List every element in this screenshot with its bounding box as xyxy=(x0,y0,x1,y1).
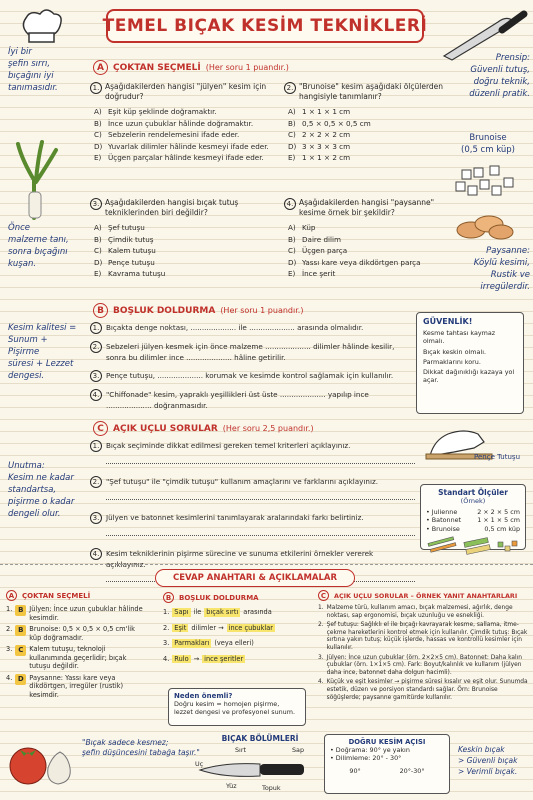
safety-item: Bıçak keskin olmalı. xyxy=(423,347,487,356)
section-a-header xyxy=(93,60,289,75)
quote-line: şefin düşüncesini tabağa taşır." xyxy=(82,748,200,757)
note-sharp-knife xyxy=(458,744,530,777)
note-line: Köylü kesimi, xyxy=(473,258,530,268)
knife-parts-title: BIÇAK BÖLÜMLERİ xyxy=(221,734,299,743)
option[interactable]: C) 2 × 2 × 2 cm xyxy=(288,130,351,139)
standards-row: • Brunoise 0,5 cm küp xyxy=(426,524,520,533)
section-a-subtitle: (Her soru 1 puandır.) xyxy=(205,63,289,72)
standards-row: • Julienne 2 × 2 × 5 cm xyxy=(426,508,520,516)
section-c-letter: C xyxy=(93,421,108,436)
option[interactable]: C) Kalem tutuşu xyxy=(94,246,156,255)
standards-row: • Batonnet 1 × 1 × 5 cm xyxy=(426,516,520,525)
note-brunoise xyxy=(448,132,528,156)
note-line: doğru teknik, xyxy=(473,77,530,87)
answer-item: 2. Eşit dilimler → ince çubuklar xyxy=(163,623,274,632)
answer-item: 2. B Brunoise: 0,5 × 0,5 × 0,5 cm'lik küp doğramadır. xyxy=(6,625,135,642)
section-b-letter: B xyxy=(93,303,108,318)
answer-item: 4. D Paysanne: Yassı kare veya dikdörtgen, irregüler (rustik) kesimdir. xyxy=(6,673,124,699)
note-line: pişirme o kadar xyxy=(8,497,75,507)
note-remember xyxy=(8,460,80,520)
angle-20-30: 20°-30° xyxy=(399,766,425,775)
pence-label: Pençe Tutuşu xyxy=(474,453,521,461)
note-line: tanımasıdır. xyxy=(8,83,58,93)
option[interactable]: E) Kavrama tutuşu xyxy=(94,269,166,278)
option[interactable]: E) Üçgen parçalar hâlinde kesmeyi ifade eder. xyxy=(94,153,264,162)
question-a2 xyxy=(284,82,449,164)
answer-item: 1. B Jülyen: İnce uzun çubuklar hâlinde kesimdir. xyxy=(6,605,143,622)
answer-item: 3. C Kalem tutuşu, teknoloji kullanımında geçerlidir; bıçak tutuşu değildir. xyxy=(6,645,127,670)
question-number: 4. xyxy=(284,198,296,210)
section-c-header xyxy=(93,421,314,436)
option[interactable]: D) Yassı kare veya dikdörtgen parça xyxy=(288,257,421,267)
note-principle xyxy=(458,52,530,100)
note-quality xyxy=(8,322,80,382)
why-text: Doğru kesim = homojen pişirme, lezzet dengesi ve profesyonel sunum. xyxy=(174,700,295,717)
section-a-title: ÇOKTAN SEÇMELİ xyxy=(113,62,201,73)
vegetable-sticks-icon xyxy=(426,532,522,556)
cut-angle-item: • Doğrama: 90° ye yakın xyxy=(330,746,410,754)
note-line: (0,5 cm küp) xyxy=(461,145,515,155)
note-know-ingredient xyxy=(8,222,78,270)
note-line: dengesi. xyxy=(8,371,45,381)
section-b-items xyxy=(90,322,410,411)
answer-item: 3. Parmakları (veya elleri) xyxy=(163,639,254,647)
note-line: standartsa, xyxy=(8,485,57,495)
tomato-garlic-icon xyxy=(6,732,76,792)
note-line: bıçağını iyi xyxy=(8,71,54,81)
section-c-title: AÇIK UÇLU SORULAR xyxy=(113,423,218,434)
divider xyxy=(0,564,533,565)
note-line: sonra bıçağını xyxy=(8,247,68,257)
open-question: 2. "Şef tutuşu" ile "çimdik tutuşu" kullanım amaçlarını ve farklarını açıklayınız. xyxy=(90,476,415,488)
knife-label-heel: Topuk xyxy=(262,784,281,792)
leek-icon xyxy=(12,140,60,220)
answer-line[interactable] xyxy=(106,454,415,464)
option[interactable]: B) İnce uzun çubuklar hâlinde doğramaktır. xyxy=(94,118,254,128)
note-line: İyi bir xyxy=(8,47,32,57)
answers-b: B BOŞLUK DOLDURMA 1. Sapı ile bıçak sırtı arasında 2. Eşit dilimler → ince çubuklar 3. Parmakları (veya elleri) 4. Rulo → ince şeritler xyxy=(163,592,313,666)
question-text: Aşağıdakilerden hangisi bıçak tutuş tekniklerinden biri değildir? xyxy=(105,198,239,217)
quote-line: "Bıçak sadece kesmez; xyxy=(82,738,169,747)
standards-title: Standart Ölçüler xyxy=(438,488,508,497)
fill-item[interactable]: 2. Sebzeleri jülyen kesmek için önce malzeme .................... dilimler hâlinde kesilir, sonra bu dilimler ince .................... hâline getirilir. xyxy=(90,341,410,363)
standards-sub: (Örnek) xyxy=(460,497,486,505)
open-question: 1. Bıçak seçiminde dikkat edilmesi gereken temel kriterleri açıklayınız. xyxy=(90,440,415,452)
answer-item: 2. Şef tutuşu: Sağlıklı el ile bıçağı kavrayarak kesme, sallama, itme-çekme hareketlerini kontrol etmek için kullanılır. Çimdik tutuş: Bıçak sırtına yakın tutuş; küçük işlerde, hassas ve kontrollü kesimler için kullanılır. xyxy=(318,622,528,651)
note-line: kuşan. xyxy=(8,259,37,269)
option[interactable]: C) Üçgen parça xyxy=(288,246,348,255)
knife-label-tip: Uç xyxy=(195,760,204,768)
note-paysanne xyxy=(452,245,530,293)
brunoise-cubes-icon xyxy=(452,160,518,200)
angle-90: 90° xyxy=(349,766,361,775)
answers-c: C AÇIK UÇLU SORULAR – ÖRNEK YANIT ANAHTARLARI 1. Malzeme türü, kullanım amacı, bıçak malzemesi, ağırlık, denge noktası, sap ergonomisi, bıçak uzunluğu ve esnekliği. 2. Şef tutuşu: Sağlıklı el ile bıçağı kavrayarak kesme, sallama, itme-çekme hareketlerini kontrol etmek için kullanılır. Çimdik tutuş: Bıçak sırtına yakın tutuş; küçük işlerde, hassas ve kontrollü kesimler için kullanılır. 3. Jülyen: İnce uzun çubuklar (örn. 2×2×5 cm). Batonnet: Daha kalın çubuklar (örn. 1×1×5 cm). Fark: Boyut/kalınlık ve kullanım (jülyen daha ince, batonnet daha dolgun hacimli). 4. Küçük ve eşit kesimler → pişirme süresi kısalır ve eşit olur. Sunumda estetik, düzen ve porsiyon standardı sağlar. Örn: Brunoise söğüşlerde; paysanne garnitürde kullanılır. xyxy=(318,591,528,701)
note-line: > Güvenli bıçak xyxy=(458,756,518,765)
option[interactable]: D) Pençe tutuşu xyxy=(94,257,155,267)
why-box xyxy=(168,688,306,726)
title-box xyxy=(102,9,428,43)
answer-item: 4. Küçük ve eşit kesimler → pişirme süresi kısalır ve eşit olur. Sunumda estetik, düzen ve porsiyon standardı sağlar. Örn: Brunoise söğüşlerde; paysanne garnitürde kullanılır. xyxy=(318,679,528,701)
answers-a: A ÇOKTAN SEÇMELİ 1. B Jülyen: İnce uzun çubuklar hâlinde kesimdir. 2. B Brunoise: 0,5 × 0,5 × 0,5 cm'lik küp doğramadır. 3. C Kalem tutuşu, teknoloji kullanımında geçerlidir; bıçak tutuşu değildir. 4. D Paysanne: Yassı kare veya dikdörtgen, irregüler (rustik) kesimdir. xyxy=(6,590,146,702)
why-title: Neden önemli? xyxy=(174,692,233,700)
question-text: Aşağıdakilerden hangisi "paysanne" kesime örnek bir şekildir? xyxy=(299,198,435,217)
question-text: "Brunoise" kesim aşağıdaki ölçülerden hangisiyle tanımlanır? xyxy=(299,82,444,101)
question-number: 3. xyxy=(90,198,102,210)
option[interactable]: A) 1 × 1 × 1 cm xyxy=(288,107,351,116)
note-line: Brunoise xyxy=(469,133,507,143)
question-a1 xyxy=(90,82,275,164)
option[interactable]: E) 1 × 1 × 2 cm xyxy=(288,153,351,162)
section-a-letter: A xyxy=(93,60,108,75)
chef-hat-icon xyxy=(18,6,64,46)
note-line: Önce xyxy=(8,223,30,233)
note-line: Kesim ne kadar xyxy=(8,473,74,483)
cut-angle-title: DOĞRU KESİM AÇISI xyxy=(348,738,426,746)
cut-angle-box xyxy=(324,734,450,794)
page-title: TEMEL BIÇAK KESİM TEKNİKLERİ xyxy=(102,16,428,36)
option[interactable]: A) Şef tutuşu xyxy=(94,223,145,232)
note-line: süresi + Lezzet xyxy=(8,359,74,369)
answer-item: 4. Rulo → ince şeritler xyxy=(163,654,244,663)
note-line: Keskin bıçak xyxy=(458,745,505,754)
note-line: Rustik ve xyxy=(490,270,530,280)
safety-item: Parmaklarını koru. xyxy=(423,357,481,366)
answer-item: 3. Jülyen: İnce uzun çubuklar (örn. 2×2×5 cm). Batonnet: Daha kalın çubuklar (örn. 1×1×5 cm). Fark: Boyut/kalınlık ve kullanım (jülyen daha ince, batonnet daha dolgun hacimli). xyxy=(318,654,523,676)
note-line: Sunum + Pişirme xyxy=(8,335,48,357)
note-line: Güvenli tutuş, xyxy=(470,65,530,75)
fill-item[interactable]: 4. "Chiffonade" kesim, yapraklı yeşillikleri üst üste .................... yapılıp ince .................... doğranmasıdır. xyxy=(90,389,410,411)
question-number: 2. xyxy=(284,82,296,94)
note-line: Prensip: xyxy=(495,53,530,63)
option[interactable]: B) 0,5 × 0,5 × 0,5 cm xyxy=(288,118,371,128)
note-line: Paysanne: xyxy=(486,246,530,256)
fill-item[interactable]: 3. Pençe tutuşu, .................... korumak ve kesimde kontrol sağlamak için kullanılır. xyxy=(90,370,410,382)
cut-angle-item: • Dilimleme: 20° - 30° xyxy=(330,754,402,763)
option[interactable]: D) Yuvarlak dilimler hâlinde kesmeyi ifade eder. xyxy=(94,141,269,151)
note-line: şefin sırrı, xyxy=(8,59,51,69)
note-line: Unutma: xyxy=(8,461,45,471)
section-b-title: BOŞLUK DOLDURMA xyxy=(113,305,216,316)
note-chef-secret xyxy=(8,46,78,94)
note-line: dengeli olur. xyxy=(8,509,61,519)
note-line: Kesim kalitesi = xyxy=(8,323,77,333)
option[interactable]: E) İnce şerit xyxy=(288,269,336,278)
question-text: Aşağıdakilerden hangisi "jülyen" kesim için doğrudur? xyxy=(105,82,267,101)
safety-item: Dikkat dağınıklığı kazaya yol açar. xyxy=(423,368,515,385)
open-question: 4. Kesim tekniklerinin pişirme sürecine ve sunuma etkilerini örnekler vererek açıklayınız. xyxy=(90,548,415,570)
section-c-items xyxy=(90,440,415,582)
knife-label-edge: Yüz xyxy=(226,782,237,790)
option[interactable]: B) Çimdik tutuş xyxy=(94,234,154,244)
section-c-subtitle: (Her soru 2,5 puandır.) xyxy=(222,424,314,433)
answer-item: 1. Malzeme türü, kullanım amacı, bıçak malzemesi, ağırlık, denge noktası, sap ergonomisi, bıçak uzunluğu ve esnekliği. xyxy=(318,605,513,619)
question-a3 xyxy=(90,198,275,280)
answer-item: 1. Sapı ile bıçak sırtı arasında xyxy=(163,608,272,616)
question-number: 1. xyxy=(90,82,102,94)
note-line: > Verimli bıçak. xyxy=(458,767,518,776)
section-b-header xyxy=(93,303,303,318)
sliced-potato-icon xyxy=(455,208,515,242)
knife-label-back: Sırt xyxy=(235,746,246,754)
safety-title: GÜVENLİK! xyxy=(423,317,473,326)
option[interactable]: C) Sebzelerin rendelemesini ifade eder. xyxy=(94,130,240,139)
question-a4 xyxy=(284,198,449,280)
note-line: irregülerdir. xyxy=(480,282,530,292)
safety-item: Kesme tahtası kaymaz olmalı. xyxy=(423,329,496,346)
section-b-subtitle: (Her soru 1 puandır.) xyxy=(220,306,304,315)
safety-box xyxy=(416,312,524,414)
answer-line[interactable] xyxy=(106,490,415,500)
answer-line[interactable] xyxy=(106,526,415,536)
fill-item[interactable]: 1. Bıçakta denge noktası, .................... ile .................... arasında olmalıdır. xyxy=(90,322,410,334)
answer-key-title: CEVAP ANAHTARI & AÇIKLAMALAR xyxy=(155,569,355,587)
option[interactable]: A) Eşit küp şeklinde doğramaktır. xyxy=(94,107,217,116)
note-line: malzeme tanı, xyxy=(8,235,69,245)
option[interactable]: D) 3 × 3 × 3 cm xyxy=(288,141,351,151)
knife-label-handle: Sap xyxy=(292,746,305,754)
option[interactable]: A) Küp xyxy=(288,223,316,232)
open-question: 3. Jülyen ve batonnet kesimlerini tanımlayarak aralarındaki farkı belirtiniz. xyxy=(90,512,415,524)
option[interactable]: B) Daire dilim xyxy=(288,234,341,244)
note-line: düzenli pratik. xyxy=(469,89,530,99)
